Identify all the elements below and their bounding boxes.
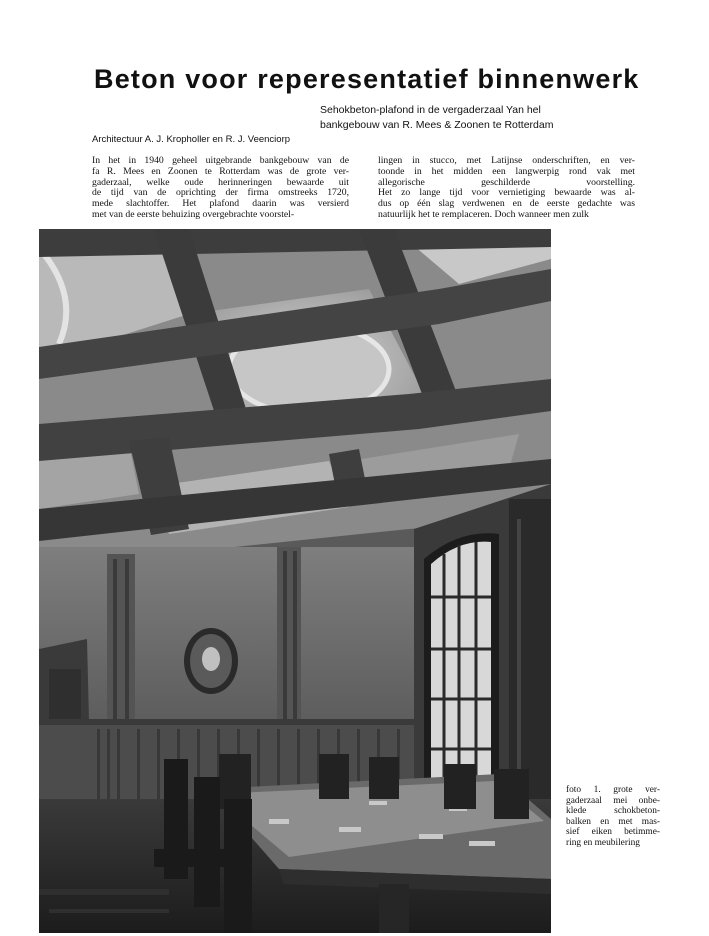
boardroom-photo: [39, 229, 551, 933]
article-subtitle: [320, 103, 620, 133]
caption-line: sief eiken betimme-: [566, 827, 660, 838]
architect-credit: Architectuur A. J. Kropholler en R. J. Veenciorp: [92, 134, 291, 145]
text-line: natuurlijk het te remplaceren. Doch wanneer men zulk: [378, 208, 589, 220]
text-line: lingen in stucco, met Latijnse onderschriften, en ver-: [378, 155, 635, 166]
caption-line: ring en meubilering: [566, 837, 640, 848]
caption-line: balken en met mas-: [566, 816, 660, 827]
subtitle-line: Sehokbeton-plafond in de vergaderzaal Yan hel: [320, 104, 541, 116]
text-line: de tijd van de oprichting der firma omstreeks 1720,: [92, 187, 349, 199]
text-line: gaderzaal, welke oude herinneringen bewaarde uit: [92, 176, 349, 188]
article-title: Beton voor reperesentatief binnenwerk: [94, 64, 640, 94]
text-line: mede slachtoffer. Het plafond daarin was versierd: [92, 198, 349, 210]
photo-caption: [566, 785, 660, 849]
text-line: fa R. Mees en Zoonen te Rotterdam was de grote ver-: [92, 165, 349, 177]
text-column-left: [92, 156, 349, 221]
caption-line: klede schokbeton-: [566, 806, 660, 817]
text-line: Het zo lange tijd voor vernietiging bewaarde was al-: [378, 187, 635, 199]
text-line: met van de eerste behuizing overgebrachte voorstel-: [92, 208, 295, 220]
caption-line: foto 1. grote ver-: [566, 785, 660, 795]
text-line: allegorische geschilderde voorstelling.: [378, 176, 635, 188]
subtitle-line: bankgebouw van R. Mees & Zoonen te Rotterdam: [320, 119, 554, 131]
caption-line: gaderzaal mei onbe-: [566, 795, 660, 806]
text-line: dus op één slag verdwenen en de eerste gedachte was: [378, 198, 635, 210]
text-column-right: [378, 156, 635, 221]
text-line: In het in 1940 geheel uitgebrande bankgebouw van de: [92, 155, 349, 166]
text-line: toonde in het midden een langwerpig rond vak met: [378, 165, 635, 177]
